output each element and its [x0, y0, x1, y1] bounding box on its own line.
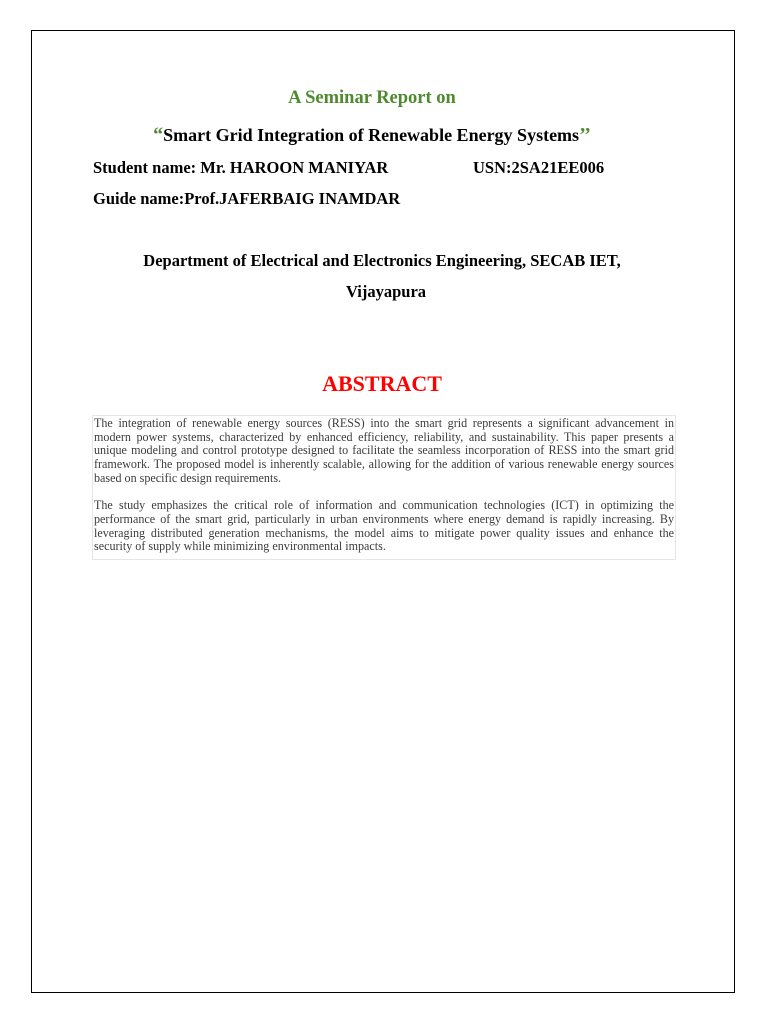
- close-quote: ’’: [579, 124, 591, 146]
- department: Department of Electrical and Electronics Engineering, SECAB IET,: [143, 251, 621, 270]
- open-quote: “: [153, 124, 164, 146]
- report-title-text: Smart Grid Integration of Renewable Energy Systems: [163, 125, 580, 145]
- guide-name: Guide name:Prof.JAFERBAIG INAMDAR: [93, 189, 401, 208]
- report-title: [0, 124, 744, 147]
- abstract-paragraph-1: The integration of renewable energy sources (RESS) into the smart grid represents a significant advancement in modern power systems, characterized by enhanced efficiency, reliability, and sustainability. This paper presents a unique modeling and control prototype designed to facilitate the seamless incorporation of RESS into the smart grid framework. The proposed model is inherently scalable, allowing for the addition of various renewable energy sources based on specific design requirements.: [94, 416, 674, 485]
- abstract-heading: ABSTRACT: [322, 371, 442, 396]
- report-kicker: A Seminar Report on: [288, 88, 456, 108]
- abstract-paragraph-2: The study emphasizes the critical role of information and communication technologies (ICT) in optimizing the performance of the smart grid, particularly in urban environments where energy demand is rapidly increasing. By leveraging distributed generation mechanisms, the model aims to mitigate power quality issues and enhance the security of supply while minimizing environmental impacts.: [94, 498, 674, 554]
- abstract-box: [92, 415, 676, 560]
- city: Vijayapura: [345, 282, 427, 301]
- student-usn: USN:2SA21EE006: [473, 158, 605, 177]
- student-name: Student name: Mr. HAROON MANIYAR: [93, 158, 389, 177]
